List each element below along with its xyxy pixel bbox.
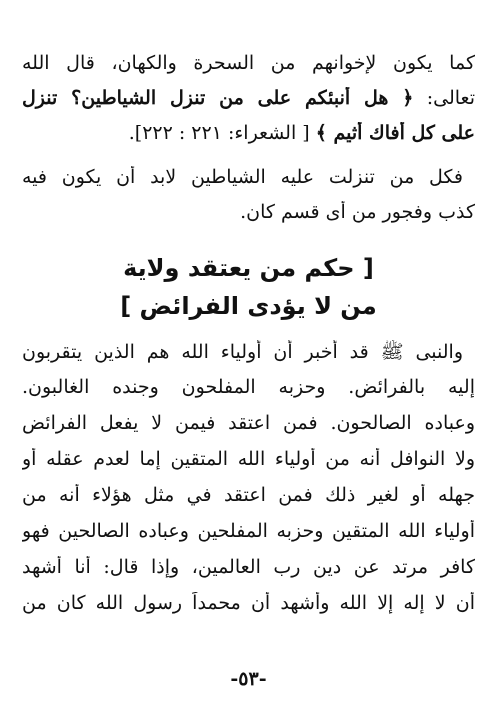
paragraph2-line2: كذب وفجور من أى قسم كان. [240, 201, 475, 223]
paragraph1-line1: كما يكون لإخوانهم من السحرة والكهان، قال الله [22, 52, 475, 74]
quran-quote-part2: على كل أفاك أثيم ﴾ [315, 122, 475, 144]
paragraph1-line3 [22, 122, 475, 144]
paragraph3-line7: كافر مرتد عن دين رب العالمين، وإذا قال: أنا أشهد [22, 556, 475, 578]
section-heading-line2: من لا يؤدى الفرائض ] [120, 292, 377, 320]
section-heading-line1: [ حكم من يعتقد ولاية [123, 254, 374, 282]
page-number: -٥٣- [230, 668, 267, 690]
paragraph3-line4: ولا النوافل أنه من أولياء الله المتقين إما لعدم عقله أو [22, 448, 475, 470]
paragraph3-line2: إليه بالفرائض. وحزبه المفلحون وجنده الغالبون. [22, 376, 475, 398]
paragraph1-line2-plain: تعالى: [426, 87, 475, 109]
quran-quote-part1: ﴿ هل أنبئكم على من تنزل الشياطين؟ تنزل [22, 87, 414, 109]
quran-reference: [ الشعراء: ٢٢١ : ٢٢٢]. [128, 122, 310, 144]
paragraph3-line6: أولياء الله المتقين وحزبه المفلحين وعباده الصالحين فهو [22, 520, 475, 542]
paragraph3-line1: والنبى ﷺ قد أخبر أن أولياء الله هم الذين يتقربون [22, 341, 463, 363]
paragraph2-line1: فكل من تنزلت عليه الشياطين لابد أن يكون فيه [22, 166, 463, 188]
paragraph3-line8: أن لا إله إلا الله وأشهد أن محمداً رسول الله كان من [22, 592, 475, 614]
paragraph3-line3: وعباده الصالحون. فمن اعتقد فيمن لا يفعل الفرائض [22, 412, 475, 434]
paragraph3-line5: جهله أو لغير ذلك فمن اعتقد في مثل هؤلاء أنه من [22, 484, 475, 506]
paragraph1-line2 [22, 87, 475, 109]
